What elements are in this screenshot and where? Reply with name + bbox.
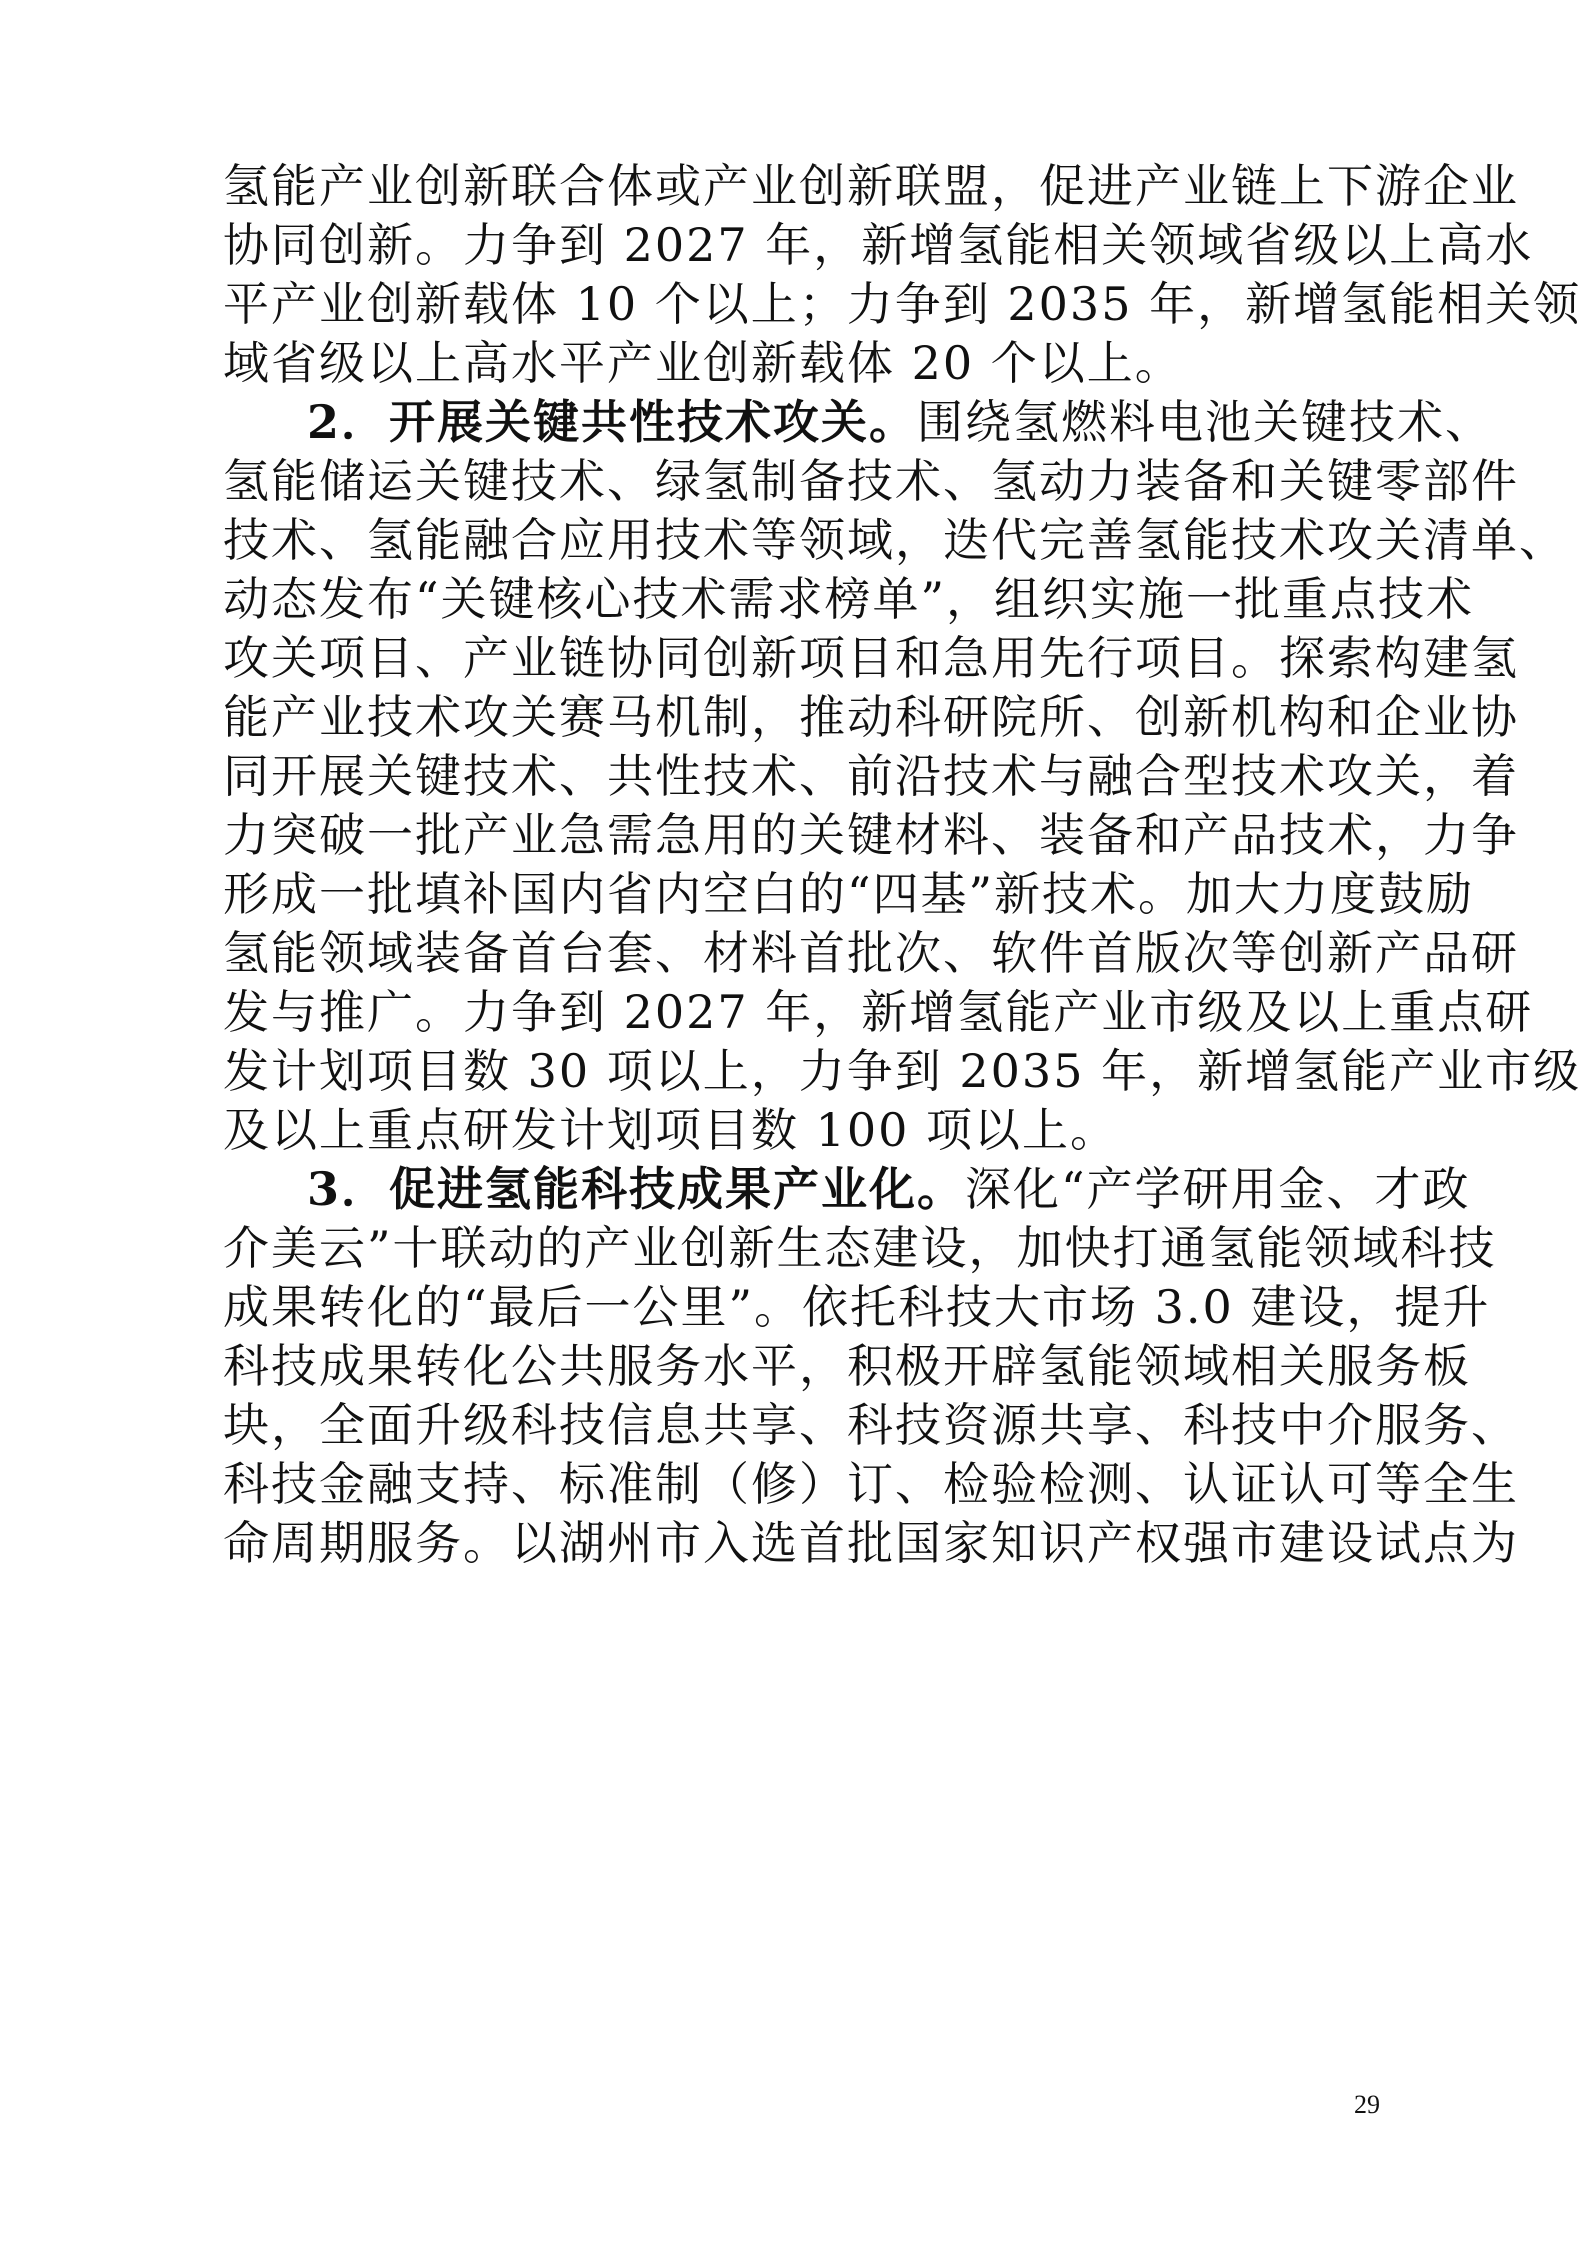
paragraph-line: 及以上重点研发计划项目数 100 项以上。 bbox=[223, 1103, 1119, 1157]
paragraph-line: 动态发布“关键核心技术需求榜单”，组织实施一批重点技术 bbox=[223, 572, 1475, 626]
paragraph-line: 发计划项目数 30 项以上，力争到 2035 年，新增氢能产业市级 bbox=[223, 1044, 1582, 1098]
section-heading-3: 3．促进氢能科技成果产业化。 bbox=[307, 1162, 966, 1216]
paragraph-line: 协同创新。力争到 2027 年，新增氢能相关领域省级以上高水 bbox=[223, 218, 1534, 272]
paragraph-text: 深化“产学研用金、才政 bbox=[965, 1162, 1471, 1216]
paragraph-line: 技术、氢能融合应用技术等领域，迭代完善氢能技术攻关清单、 bbox=[223, 513, 1567, 567]
paragraph-line: 域省级以上高水平产业创新载体 20 个以上。 bbox=[223, 336, 1183, 390]
paragraph-line: 氢能产业创新联合体或产业创新联盟，促进产业链上下游企业 bbox=[223, 159, 1519, 213]
paragraph-line: 同开展关键技术、共性技术、前沿技术与融合型技术攻关，着 bbox=[223, 749, 1519, 803]
paragraph-line: 介美云”十联动的产业创新生态建设，加快打通氢能领域科技 bbox=[223, 1221, 1497, 1275]
section-heading-2: 2．开展关键共性技术攻关。 bbox=[307, 395, 918, 449]
paragraph-line: 形成一批填补国内省内空白的“四基”新技术。加大力度鼓励 bbox=[223, 867, 1475, 921]
paragraph-line: 发与推广。力争到 2027 年，新增氢能产业市级及以上重点研 bbox=[223, 985, 1534, 1039]
paragraph-line: 氢能领域装备首台套、材料首批次、软件首版次等创新产品研 bbox=[223, 926, 1519, 980]
page-number: 29 bbox=[1354, 2090, 1380, 2119]
paragraph-line: 平产业创新载体 10 个以上；力争到 2035 年，新增氢能相关领 bbox=[223, 277, 1582, 331]
paragraph-line: 能产业技术攻关赛马机制，推动科研院所、创新机构和企业协 bbox=[223, 690, 1519, 744]
paragraph-line: 攻关项目、产业链协同创新项目和急用先行项目。探索构建氢 bbox=[223, 631, 1519, 685]
paragraph-line: 成果转化的“最后一公里”。依托科技大市场 3.0 建设，提升 bbox=[223, 1280, 1491, 1334]
paragraph-line: 氢能储运关键技术、绿氢制备技术、氢动力装备和关键零部件 bbox=[223, 454, 1519, 508]
paragraph-line: 科技金融支持、标准制（修）订、检验检测、认证认可等全生 bbox=[223, 1457, 1519, 1511]
paragraph-line: 命周期服务。以湖州市入选首批国家知识产权强市建设试点为 bbox=[223, 1516, 1519, 1570]
paragraph-line: 块，全面升级科技信息共享、科技资源共享、科技中介服务、 bbox=[223, 1398, 1519, 1452]
paragraph-line: 科技成果转化公共服务水平，积极开辟氢能领域相关服务板 bbox=[223, 1339, 1471, 1393]
section-2-first-line bbox=[307, 392, 1494, 452]
paragraph-text: 围绕氢燃料电池关键技术、 bbox=[917, 395, 1494, 449]
section-3-first-line bbox=[307, 1159, 1471, 1219]
paragraph-line: 力突破一批产业急需急用的关键材料、装备和产品技术，力争 bbox=[223, 808, 1519, 862]
